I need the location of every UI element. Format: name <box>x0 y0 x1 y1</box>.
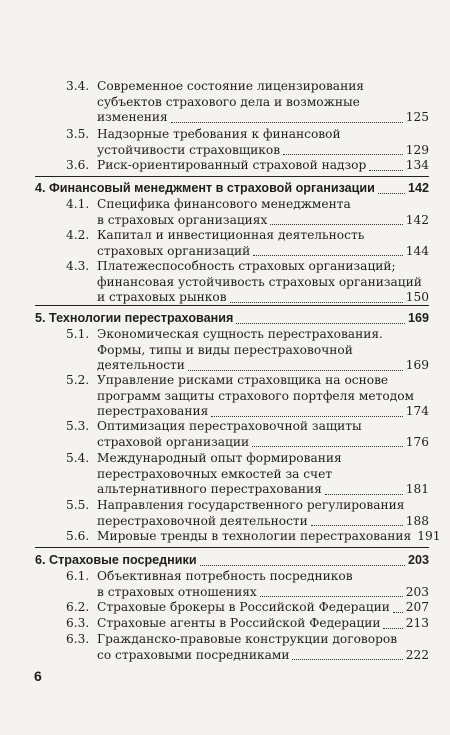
page-reference[interactable]: 150 <box>405 290 429 304</box>
dot-leader <box>236 323 405 324</box>
entry-title-line: Специфика финансового менеджмента <box>97 197 351 211</box>
page-reference[interactable]: 207 <box>405 600 429 614</box>
section-entry-6-3b[interactable] <box>66 632 429 663</box>
section-number: 5.4. <box>66 451 90 465</box>
entry-title-line: 5. Технологии перестрахования <box>35 311 234 325</box>
dot-leader <box>283 154 403 155</box>
page-reference[interactable]: 222 <box>405 647 429 662</box>
entry-title-line: устойчивости страховщиков <box>97 142 281 157</box>
section-divider <box>35 547 429 548</box>
entry-title-line: деятельности <box>97 358 185 372</box>
entry-title-line: перестраховочной деятельности <box>97 513 308 528</box>
entry-title-line: Экономическая сущность перестрахования. <box>97 327 383 341</box>
page-reference[interactable]: 142 <box>405 212 429 227</box>
dot-leader <box>252 446 403 447</box>
entry-title-line: Надзорные требования к финансовой <box>97 127 341 141</box>
section-entry-5-3[interactable] <box>66 419 429 450</box>
section-entry-4-2[interactable] <box>66 228 429 259</box>
dot-leader <box>200 565 405 566</box>
chapter-entry-ch-6[interactable] <box>35 553 429 569</box>
entry-title-line: Платежеспособность страховых организаций; <box>97 259 396 273</box>
page-reference[interactable]: 129 <box>405 142 429 157</box>
dot-leader <box>230 302 403 303</box>
entry-title-line: Мировые тренды в технологии перестрахования <box>97 529 412 543</box>
section-entry-6-3a[interactable] <box>66 616 429 632</box>
entry-title-line: Гражданско-правовые конструкции договоров <box>97 632 398 646</box>
entry-title-line: программ защиты страхового портфеля методом <box>97 388 415 403</box>
entry-title-line: 4. Финансовый менеджмент в страховой организации <box>35 181 375 195</box>
section-number: 5.5. <box>66 498 90 512</box>
page-reference[interactable]: 203 <box>405 584 429 599</box>
section-entry-3-4[interactable] <box>66 79 429 126</box>
entry-title-line: Современное состояние лицензирования <box>97 79 365 93</box>
section-number: 6.2. <box>66 600 90 614</box>
dot-leader <box>369 170 402 171</box>
section-entry-5-6[interactable] <box>66 529 441 545</box>
chapter-entry-ch-4[interactable] <box>35 181 429 197</box>
chapter-entry-ch-5[interactable] <box>35 311 429 327</box>
entry-title-line: в страховых отношениях <box>97 584 257 599</box>
page-reference[interactable]: 125 <box>405 110 429 124</box>
dot-leader <box>311 525 403 526</box>
section-number: 4.3. <box>66 259 90 273</box>
entry-title-line: страховых организаций <box>97 243 251 258</box>
section-entry-5-4[interactable] <box>66 451 429 498</box>
entry-title-line: изменения <box>97 110 168 124</box>
section-entry-6-1[interactable] <box>66 569 429 600</box>
entry-title-line: Страховые агенты в Российской Федерации <box>97 616 381 630</box>
section-number: 6.3. <box>66 616 90 630</box>
dot-leader <box>383 628 402 629</box>
section-entry-3-6[interactable] <box>66 158 429 174</box>
page-number: 6 <box>34 668 42 684</box>
dot-leader <box>171 122 403 123</box>
page-reference[interactable]: 134 <box>405 158 429 172</box>
dot-leader <box>325 494 403 495</box>
page-reference[interactable]: 176 <box>405 434 429 449</box>
section-number: 3.4. <box>66 79 90 93</box>
entry-title-line: Управление рисками страховщика на основе <box>97 373 389 387</box>
page-reference[interactable]: 142 <box>407 181 429 195</box>
page-reference[interactable]: 169 <box>405 358 429 372</box>
dot-leader <box>270 224 402 225</box>
dot-leader <box>378 193 405 194</box>
entry-title-line: страховой организации <box>97 434 250 449</box>
entry-title-line: финансовая устойчивость страховых организаций <box>97 274 422 289</box>
entry-title-line: 6. Страховые посредники <box>35 553 197 567</box>
section-number: 4.2. <box>66 228 90 242</box>
section-number: 6.3. <box>66 632 90 646</box>
entry-title-line: субъектов страхового дела и возможные <box>97 94 360 109</box>
entry-title-line: Объективная потребность посредников <box>97 569 353 583</box>
entry-title-line: Капитал и инвестиционная деятельность <box>97 228 365 242</box>
page-reference[interactable]: 213 <box>405 616 429 630</box>
entry-title-line: со страховыми посредниками <box>97 647 290 662</box>
dot-leader <box>188 370 403 371</box>
page-reference[interactable]: 203 <box>407 553 429 567</box>
dot-leader <box>393 612 403 613</box>
dot-leader <box>260 596 403 597</box>
entry-title-line: Оптимизация перестраховочной защиты <box>97 419 362 433</box>
section-number: 5.6. <box>66 529 90 543</box>
entry-title-line: Риск-ориентированный страховой надзор <box>97 158 367 172</box>
section-entry-3-5[interactable] <box>66 127 429 158</box>
page-reference[interactable]: 144 <box>405 243 429 258</box>
section-number: 3.5. <box>66 127 90 141</box>
entry-title-line: и страховых рынков <box>97 290 227 304</box>
page-reference[interactable]: 191 <box>417 529 441 543</box>
section-number: 6.1. <box>66 569 90 583</box>
entry-title-line: Формы, типы и виды перестраховочной <box>97 342 353 357</box>
entry-title-line: Направления государственного регулирования <box>97 498 405 512</box>
section-number: 3.6. <box>66 158 90 172</box>
section-entry-4-3[interactable] <box>66 259 429 306</box>
page-reference[interactable]: 169 <box>407 311 429 325</box>
section-number: 5.3. <box>66 419 90 433</box>
entry-title-line: в страховых организациях <box>97 212 268 227</box>
dot-leader <box>211 416 402 417</box>
entry-title-line: перестраховочных емкостей за счет <box>97 466 333 481</box>
section-entry-5-1[interactable] <box>66 327 429 374</box>
entry-title-line: перестрахования <box>97 404 209 418</box>
section-entry-6-2[interactable] <box>66 600 429 616</box>
page-reference[interactable]: 188 <box>405 513 429 528</box>
dot-leader <box>292 659 402 660</box>
section-number: 5.1. <box>66 327 90 341</box>
entry-title-line: Международный опыт формирования <box>97 451 342 465</box>
section-number: 5.2. <box>66 373 90 387</box>
dot-leader <box>253 255 403 256</box>
section-number: 4.1. <box>66 197 90 211</box>
section-divider <box>35 176 429 177</box>
page-reference[interactable]: 181 <box>405 482 429 496</box>
entry-title-line: Страховые брокеры в Российской Федерации <box>97 600 390 614</box>
section-entry-4-1[interactable] <box>66 197 429 228</box>
section-entry-5-5[interactable] <box>66 498 429 529</box>
page-reference[interactable]: 174 <box>405 404 429 418</box>
section-entry-5-2[interactable] <box>66 373 429 420</box>
entry-title-line: альтернативного перестрахования <box>97 482 322 496</box>
